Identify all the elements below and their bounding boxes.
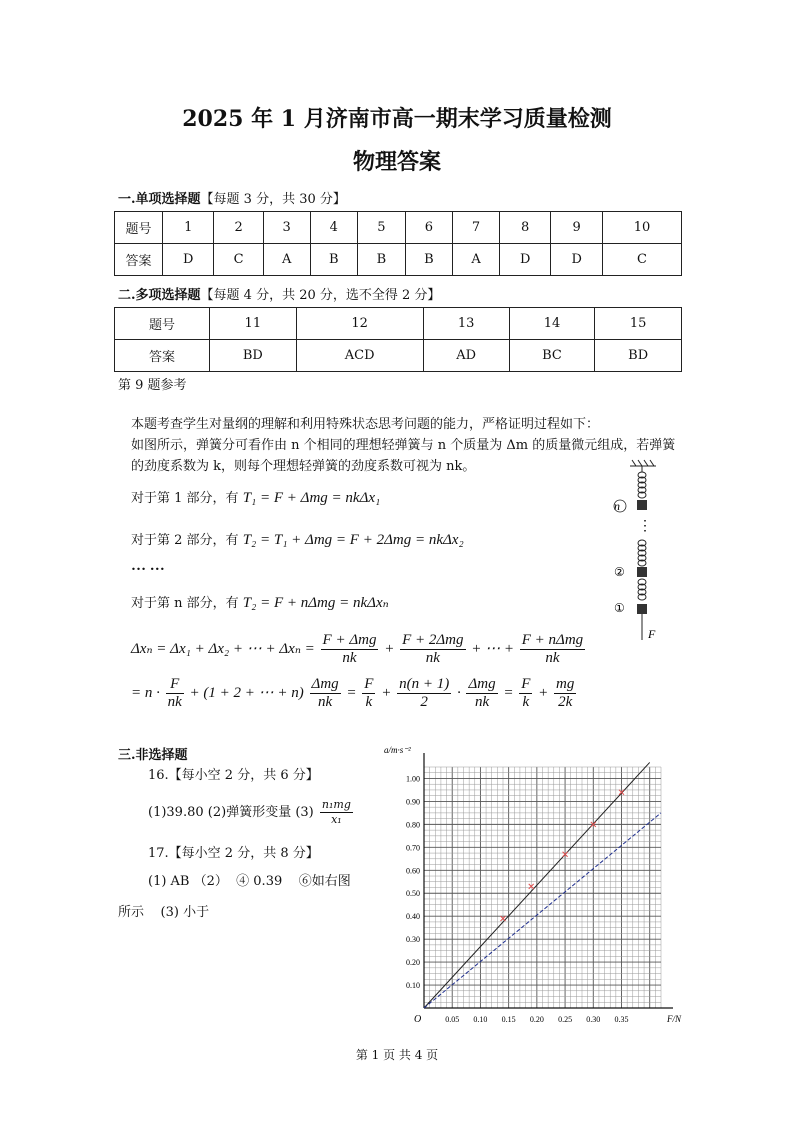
table1-numbers-cell: 6	[405, 212, 453, 244]
mass-1	[637, 604, 647, 614]
table2-numbers-cell: 12	[296, 308, 423, 340]
table2-answer-label: 答案	[115, 340, 210, 372]
table2-header-label: 题号	[115, 308, 210, 340]
res-a: = n ·	[131, 684, 160, 701]
section3-heading	[118, 744, 188, 763]
sum-frac-3	[520, 632, 585, 667]
table1-numbers-cell: 10	[602, 212, 681, 244]
sum-f1-den: nk	[342, 650, 357, 666]
res-f5-den: nk	[474, 694, 490, 710]
q9-line3-eq: T₂ = F + nΔmg = nkΔxₙ	[242, 595, 389, 611]
sum-frac-1	[321, 632, 379, 667]
q17-line1: (1) AB （2） ④ 0.39 ⑥如右图	[148, 874, 351, 889]
table1-answers-cell: A	[453, 244, 500, 276]
table-row	[115, 244, 682, 276]
q9-line2-eq: T₂ = T₁ + Δmg = F + 2Δmg = nkΔx₂	[242, 532, 464, 548]
table2-numbers-cell: 11	[210, 308, 297, 340]
x-tick-label: 0.25	[558, 1015, 573, 1024]
res-frac-7	[554, 676, 576, 711]
table1-answers-cell: D	[551, 244, 602, 276]
res-f1-den: nk	[167, 694, 182, 710]
mass-n	[637, 500, 647, 510]
q9-result-equation	[131, 676, 578, 711]
table1-numbers-cell: 9	[551, 212, 602, 244]
x-tick-label: 0.10	[473, 1015, 488, 1024]
sum-f2-num: F + 2Δmg	[402, 632, 464, 648]
table2-numbers-cell: 13	[423, 308, 509, 340]
table1-header-label: 题号	[115, 212, 163, 244]
dot-sign: ·	[456, 684, 461, 701]
label-n: n	[614, 499, 620, 513]
table1-numbers-cell: 1	[163, 212, 214, 244]
res-f6-num: F	[521, 676, 531, 692]
sum-f3-num: F + nΔmg	[521, 632, 584, 648]
origin-label: O	[414, 1014, 422, 1025]
page-title: 2025 年 1 月济南市高一期末学习质量检测	[182, 106, 612, 132]
table1-numbers-cell: 5	[358, 212, 406, 244]
sum-f2-den: nk	[425, 650, 440, 666]
single-choice-table	[114, 211, 682, 276]
q9-line2-prefix: 对于第 2 部分，有	[131, 533, 239, 548]
x-tick-label: 0.35	[614, 1015, 629, 1024]
sum-frac-2	[400, 632, 465, 667]
res-f2-num: Δmg	[311, 676, 339, 692]
res-frac-1	[166, 676, 184, 711]
table1-numbers-cell: 8	[499, 212, 550, 244]
section2-note: 【每题 4 分，共 20 分，选不全得 2 分】	[200, 288, 441, 303]
table1-numbers-cell: 4	[310, 212, 358, 244]
q9-line1-eq: T₁ = F + Δmg = nkΔx₁	[242, 490, 381, 506]
y-tick-label: 0.70	[406, 843, 420, 853]
table1-answers-cell: D	[163, 244, 214, 276]
res-f3-den: k	[365, 694, 373, 710]
y-tick-label: 0.50	[406, 889, 420, 899]
x-axis-label: F/N	[667, 1014, 682, 1024]
table1-answers-cell: B	[405, 244, 453, 276]
plus-sign: +	[538, 684, 549, 701]
table-row	[115, 212, 682, 244]
spring-coil-mid	[638, 540, 646, 566]
q16-frac-num: n₁mg	[321, 798, 351, 811]
y-axis-label: a/m·s⁻²	[384, 745, 411, 755]
res-f4-num: n(n + 1)	[399, 676, 450, 692]
label-force: F	[648, 627, 656, 641]
table1-numbers-cell: 3	[263, 212, 310, 244]
sum-mid: + ⋯ +	[471, 640, 515, 657]
q9-dots: … …	[131, 558, 165, 574]
table2-answers-cell: ACD	[296, 340, 423, 372]
sum-f3-den: nk	[545, 650, 560, 666]
res-f1-num: F	[166, 676, 184, 694]
y-tick-label: 0.60	[406, 866, 420, 876]
q9-para2: 如图所示，弹簧分可看作由 n 个相同的理想轻弹簧与 n 个质量为 Δm 的质量微元组成，若弹簧	[131, 438, 676, 453]
res-frac-2	[310, 676, 341, 711]
y-tick-label: 0.80	[406, 820, 420, 830]
y-tick-label: 1.00	[406, 774, 420, 784]
q16-heading: 16.【每小空 2 分，共 6 分】	[148, 768, 319, 783]
table1-answers-cell: B	[358, 244, 406, 276]
q16-answers	[148, 798, 355, 827]
equals-sign: =	[503, 684, 514, 701]
table1-answer-label: 答案	[115, 244, 163, 276]
q16-frac	[320, 798, 353, 827]
equals-sign: =	[346, 684, 357, 701]
table1-answers-cell: C	[602, 244, 681, 276]
q9-line3	[131, 593, 389, 614]
res-frac-3	[362, 676, 375, 711]
table2-answers-cell: BD	[210, 340, 297, 372]
sum-f1-num: F + Δmg	[322, 632, 377, 648]
plus-sign: +	[381, 684, 392, 701]
label-1: ①	[614, 601, 625, 615]
q9-line1-prefix: 对于第 1 部分，有	[131, 491, 239, 506]
table2-answers-cell: BD	[595, 340, 682, 372]
table-row	[115, 308, 682, 340]
q9-sum-equation	[131, 632, 587, 667]
section2-heading	[118, 284, 440, 303]
spring-diagram	[608, 458, 668, 648]
res-f5-num: Δmg	[468, 676, 496, 692]
plus-sign: +	[384, 640, 395, 657]
table2-numbers-cell: 14	[509, 308, 595, 340]
vertical-dots: ⋮	[638, 519, 652, 534]
section3-label: 三.非选择题	[118, 748, 188, 763]
q9-para3: 的劲度系数为 k，则每个理想轻弹簧的劲度系数可视为 nk。	[131, 459, 476, 474]
x-tick-label: 0.30	[586, 1015, 601, 1024]
spring-coil-bottom	[638, 579, 646, 600]
q16-ans-a: (1)39.80	[148, 805, 204, 820]
x-tick-label: 0.15	[501, 1015, 516, 1024]
section1-label: 一.单项选择题	[118, 192, 201, 207]
q16-ans-c: (3)	[295, 805, 314, 820]
q17-line2: 所示 (3) 小于	[118, 905, 210, 920]
table1-answers-cell: A	[263, 244, 310, 276]
spring-coil-top	[638, 466, 646, 498]
acceleration-force-chart	[378, 735, 688, 1030]
table1-answers-cell: D	[499, 244, 550, 276]
res-frac-5	[466, 676, 497, 711]
table1-answers-cell: B	[310, 244, 358, 276]
x-tick-label: 0.20	[529, 1015, 544, 1024]
res-frac-4	[397, 676, 451, 711]
mass-2	[637, 567, 647, 577]
y-tick-label: 0.30	[406, 935, 420, 945]
x-tick-label: 0.05	[445, 1015, 460, 1024]
table1-numbers-cell: 7	[453, 212, 500, 244]
q17-heading: 17.【每小空 2 分，共 8 分】	[148, 846, 319, 861]
q9-line3-prefix: 对于第 n 部分，有	[131, 596, 239, 611]
section1-heading	[118, 188, 346, 207]
page-subtitle: 物理答案	[352, 149, 441, 175]
table2-answers-cell: BC	[509, 340, 595, 372]
table1-numbers-cell: 2	[214, 212, 263, 244]
y-tick-label: 0.10	[406, 981, 420, 991]
table2-answers-cell: AD	[423, 340, 509, 372]
res-f6-den: k	[522, 694, 530, 710]
section1-note: 【每题 3 分，共 30 分】	[200, 192, 346, 207]
multi-choice-table	[114, 307, 682, 372]
q9-line1	[131, 488, 380, 509]
label-2: ②	[614, 565, 625, 579]
res-f7-num: mg	[556, 676, 575, 692]
y-tick-label: 0.20	[406, 958, 420, 968]
q16-ans-b: (2)弹簧形变量	[207, 805, 292, 820]
res-b: + (1 + 2 + ⋯ + n)	[189, 684, 304, 701]
q9-heading: 第 9 题参考	[118, 378, 187, 393]
q9-para1: 本题考查学生对量纲的理解和利用特殊状态思考问题的能力，严格证明过程如下：	[131, 417, 600, 432]
res-f4-den: 2	[420, 694, 428, 710]
res-frac-6	[519, 676, 532, 711]
table1-answers-cell: C	[214, 244, 263, 276]
res-f2-den: nk	[318, 694, 333, 710]
res-f3-num: F	[364, 676, 374, 692]
table2-numbers-cell: 15	[595, 308, 682, 340]
sum-lhs: Δxₙ = Δx₁ + Δx₂ + ⋯ + Δxₙ =	[131, 640, 315, 657]
q16-frac-den: x₁	[331, 813, 342, 826]
y-tick-label: 0.40	[406, 912, 420, 922]
y-tick-label: 0.90	[406, 797, 420, 807]
res-f7-den: 2k	[558, 694, 573, 710]
table-row	[115, 340, 682, 372]
ceiling-hatch	[630, 460, 656, 466]
page-footer: 第 1 页 共 4 页	[355, 1048, 439, 1062]
q9-line2	[131, 530, 464, 551]
section2-label: 二.多项选择题	[118, 288, 201, 303]
